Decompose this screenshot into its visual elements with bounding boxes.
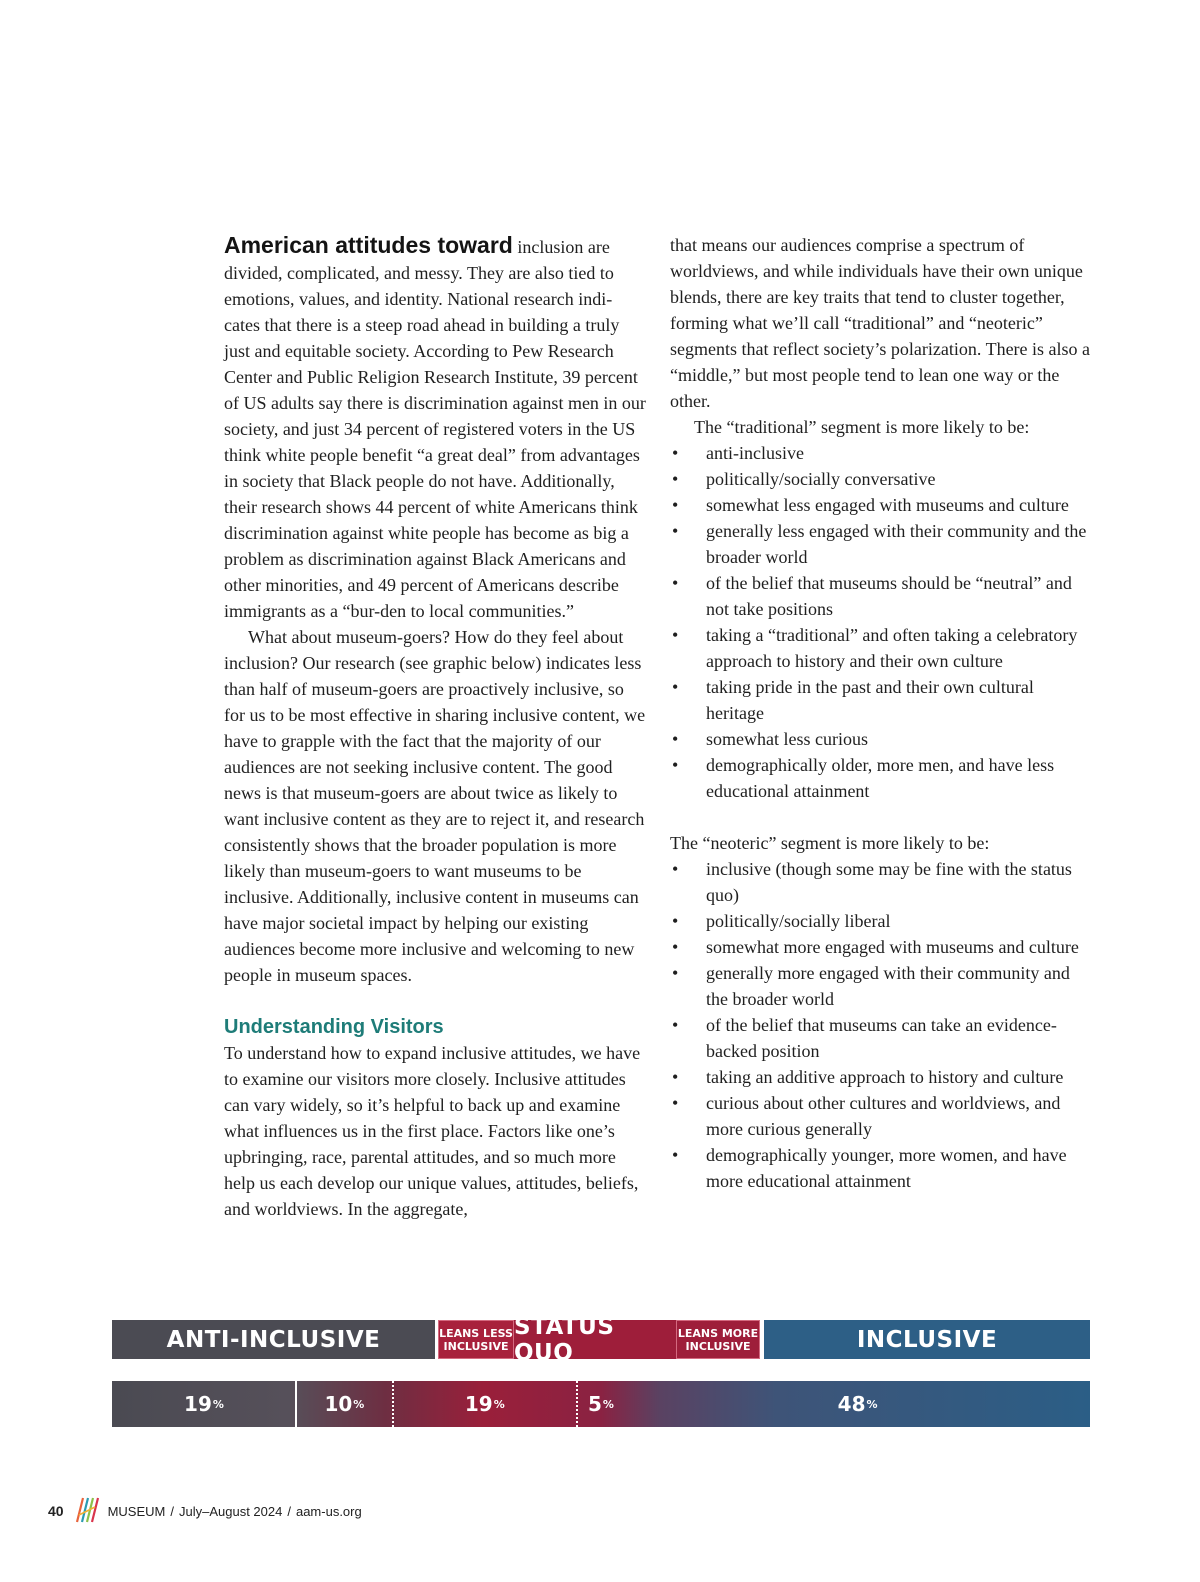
segment-value: 10 [324, 1392, 353, 1416]
bar-segment-1 [112, 1381, 296, 1427]
category-inclusive [764, 1320, 1090, 1359]
list-item: • taking pride in the past and their own cultural heritage [670, 674, 1095, 726]
percentage-bar [112, 1381, 1090, 1427]
list-item: • inclusive (though some may be fine with the status quo) [670, 856, 1095, 908]
page-footer [48, 1494, 362, 1528]
list-item: • generally more engaged with their community and the broader world [670, 960, 1095, 1012]
museum-goers-paragraph: What about museum-goers? How do they feel about inclusion? Our research (see graphic below) indicates less than half of museum-goers are proactively inclusive, so for us to be most effective in sharing inclusive content, we have to grapple with the fact that the majority of our audiences are not seeking inclusive content. The good news is that museum-goers are about twice as likely to want inclusive content as they are to reject it, and research consistently shows that the broader population is more likely than museum-goers to want museums to be inclusive. Additionally, inclusive content in museums can have major societal impact by helping our existing audiences become more inclusive and welcoming to new people in museum spaces. [224, 627, 646, 985]
segment-value: 5 [588, 1392, 602, 1416]
list-item: • curious about other cultures and worldviews, and more curious generally [670, 1090, 1095, 1142]
segment-value: 19 [184, 1392, 212, 1416]
article-right-column [670, 232, 1095, 1194]
website: aam-us.org [295, 1503, 362, 1519]
segment-unit: % [602, 1397, 614, 1411]
list-item: • somewhat less curious [670, 726, 1095, 752]
category-label-line2: INCLUSIVE [443, 1339, 509, 1353]
segment-value: 19 [464, 1392, 493, 1416]
list-item: • politically/socially conversative [670, 466, 1095, 492]
segment-unit: % [353, 1397, 365, 1411]
understanding-paragraph: To understand how to expand inclusive attitudes, we have to examine our visitors more closely. Inclusive attitudes can vary widely, so it’s helpful to back up and examine what influences us in the first place. Factors like one’s upbringing, race, parental attitudes, and so much more help us each develop our unique values, attitudes, beliefs, and worldviews. In the aggregate, [224, 1043, 641, 1219]
traditional-list [670, 440, 1095, 804]
list-item: • of the belief that museums can take an evidence-backed position [670, 1012, 1095, 1064]
list-item: • demographically younger, more women, and have more educational attainment [670, 1142, 1095, 1194]
list-item: • somewhat less engaged with museums and culture [670, 492, 1095, 518]
section-subheading: Understanding Visitors [224, 1016, 444, 1038]
category-status-quo [514, 1313, 676, 1366]
list-item: • generally less engaged with their community and the broader world [670, 518, 1095, 570]
category-label: INCLUSIVE [856, 1326, 998, 1353]
list-item: • of the belief that museums should be “neutral” and not take positions [670, 570, 1095, 622]
category-label: STATUS QUO [514, 1313, 615, 1366]
opening-text: inclusion are divided, complicated, and messy. They are also tied to emotions, values, and identity. National research indi-cates that there is a steep road ahead in building a truly just and equitable society. According to Pew Research Center and Public Religion Research Institute, 39 percent of US adults say there is discrimination against men in our society, and just 34 percent of registered voters in the US think white people benefit “a great deal” from advantages in society that Black people do not have. Additionally, their research shows 44 percent of white Americans think discrimination against white people has become as big a problem as discrimination against Black Americans and other minorities, and 49 percent of Americans describe immigrants as a “bur-den to local communities.” [224, 237, 646, 621]
neoteric-list [670, 856, 1095, 1194]
category-label-line1: LEANS LESS [439, 1326, 513, 1340]
article-left-column [224, 232, 646, 1222]
category-label-line2: INCLUSIVE [685, 1339, 751, 1353]
segment-unit: % [212, 1397, 224, 1411]
issue-date: July–August 2024 [178, 1503, 283, 1519]
traditional-intro: The “traditional” segment is more likely to be: [694, 417, 1030, 437]
category-label-line1: LEANS MORE [677, 1326, 759, 1340]
category-label: ANTI-INCLUSIVE [166, 1326, 381, 1353]
publication-name: MUSEUM [107, 1503, 166, 1519]
spacer [670, 804, 1095, 830]
segment-unit: % [493, 1397, 505, 1411]
bar-segment-2 [296, 1381, 393, 1427]
bar-segment-5 [625, 1381, 1090, 1427]
inclusion-spectrum-chart [112, 1313, 1090, 1430]
footer-separator: / [287, 1503, 291, 1519]
aam-logo-graphic [74, 1495, 100, 1525]
list-item: • taking an additive approach to history and culture [670, 1064, 1095, 1090]
category-anti-inclusive [112, 1320, 435, 1359]
aam-logo-icon [74, 1495, 100, 1528]
neoteric-intro: The “neoteric” segment is more likely to be: [670, 833, 990, 853]
segment-unit: % [866, 1397, 878, 1411]
list-item: • somewhat more engaged with museums and culture [670, 934, 1095, 960]
list-item: • demographically older, more men, and have less educational attainment [670, 752, 1095, 804]
lead-in: American attitudes toward [224, 232, 513, 258]
category-leans-more-inclusive [676, 1320, 760, 1359]
category-leans-less-inclusive [438, 1320, 514, 1359]
bar-segment-4 [577, 1381, 625, 1427]
footer-separator: / [170, 1503, 174, 1519]
opening-paragraph [224, 232, 646, 624]
bar-segment-3 [393, 1381, 577, 1427]
list-item: • politically/socially liberal [670, 908, 1095, 934]
list-item: • taking a “traditional” and often taking a celebratory approach to history and their own culture [670, 622, 1095, 674]
page-number: 40 [48, 1503, 64, 1519]
segment-value: 48 [837, 1392, 866, 1416]
spectrum-paragraph: that means our audiences comprise a spectrum of worldviews, and while individuals have their own unique blends, there are key traits that tend to cluster together, forming what we’ll call “traditional” and “neoteric” segments that reflect society’s polarization. There is also a “middle,” but most people tend to lean one way or the other. [670, 235, 1091, 411]
list-item: • anti-inclusive [670, 440, 1095, 466]
